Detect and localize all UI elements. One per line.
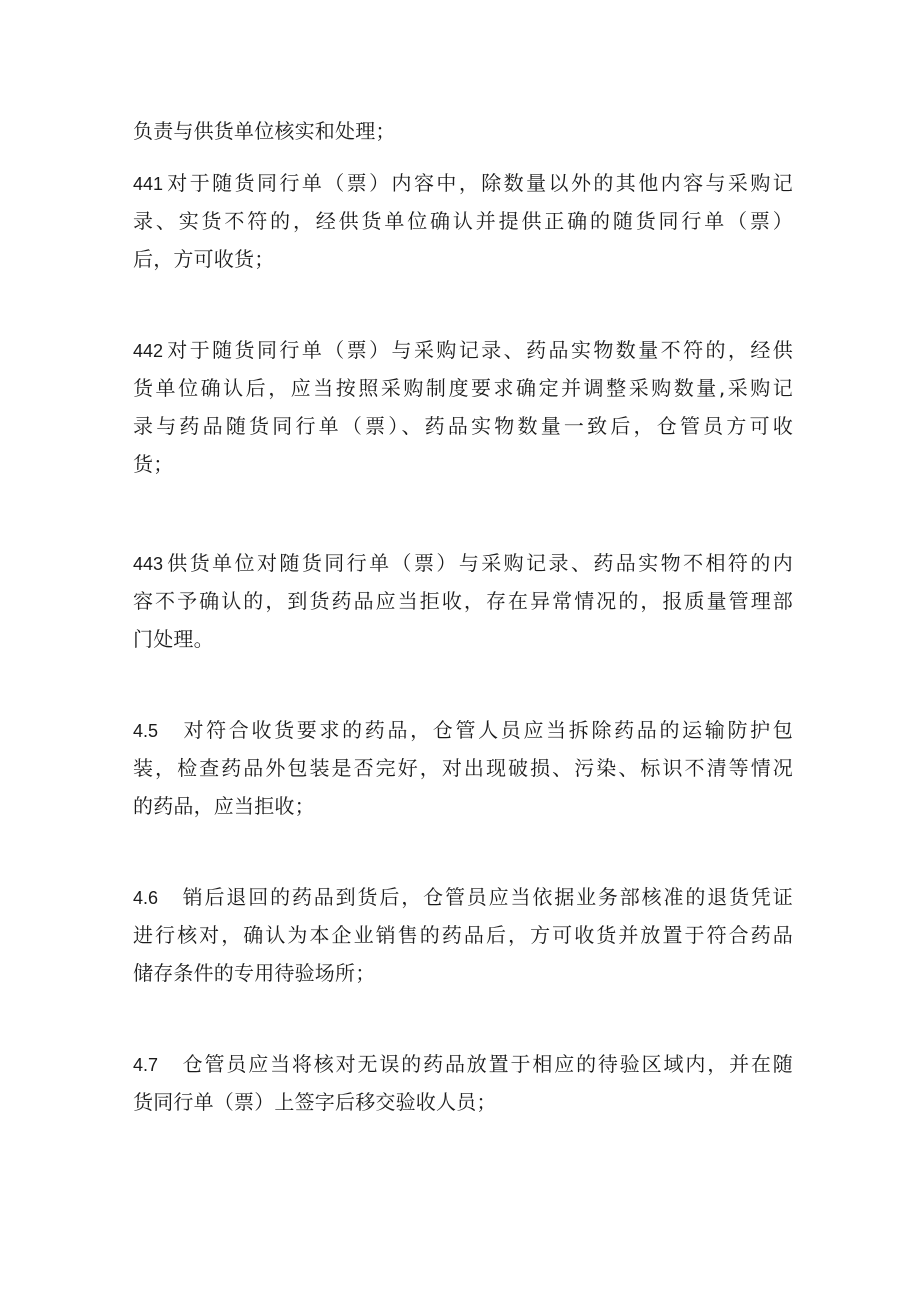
text-line: 货； — [133, 452, 174, 476]
text-line: 门处理。 — [133, 627, 214, 651]
text-segment: 仓管员应当将核对无误的药品放置于相应的待验区域内，并在随 — [181, 1052, 793, 1076]
clause-4-6 — [133, 878, 793, 992]
text-line: 容不予确认的，到货药品应当拒收，存在异常情况的，报质量管理部 — [133, 589, 793, 613]
clause-number: 443 — [133, 554, 164, 574]
clause-443 — [133, 544, 793, 658]
text-line — [133, 878, 793, 916]
text-line: 装，检查药品外包装是否完好，对出现破损、污染、标识不清等情况 — [133, 756, 793, 780]
clause-number: 4.6 — [133, 888, 159, 908]
text-line: 货同行单（票）上签字后移交验收人员； — [133, 1090, 497, 1114]
text-line: 负责与供货单位核实和处理； — [133, 119, 396, 143]
clause-number: 4.5 — [133, 721, 159, 741]
text-line: 后，方可收货； — [133, 247, 275, 271]
text-segment: 对于随货同行单（票）与采购记录、药品实物数量不符的，经供 — [165, 338, 793, 362]
text-segment: 对于随货同行单（票）内容中，除数量以外的其他内容与采购记 — [165, 171, 793, 195]
paragraph-continuation — [133, 112, 793, 150]
text-line — [133, 331, 793, 369]
text-segment: 销后退回的药品到货后，仓管员应当依据业务部核准的退货凭证 — [181, 885, 793, 909]
clause-number: 441 — [133, 174, 164, 194]
text-line: 储存条件的专用待验场所； — [133, 961, 376, 985]
text-line — [133, 544, 793, 582]
text-line — [133, 1045, 793, 1083]
clause-4-7 — [133, 1045, 793, 1121]
text-line — [133, 164, 793, 202]
clause-number: 4.7 — [133, 1055, 159, 1075]
text-segment: 对符合收货要求的药品，仓管人员应当拆除药品的运输防护包 — [181, 718, 793, 742]
text-segment: 供货单位对随货同行单（票）与采购记录、药品实物不相符的内 — [165, 551, 793, 575]
clause-441 — [133, 164, 793, 278]
text-line — [133, 711, 793, 749]
clause-4-5 — [133, 711, 793, 825]
text-line: 货单位确认后，应当按照采购制度要求确定并调整采购数量,采购记 — [133, 376, 793, 400]
clause-442 — [133, 331, 793, 483]
clause-number: 442 — [133, 341, 164, 361]
text-line: 的药品，应当拒收； — [133, 794, 315, 818]
text-line: 录、实货不符的，经供货单位确认并提供正确的随货同行单（票） — [133, 209, 793, 233]
text-line: 进行核对，确认为本企业销售的药品后，方可收货并放置于符合药品 — [133, 923, 793, 947]
text-line: 录与药品随货同行单（票）、药品实物数量一致后，仓管员方可收 — [133, 414, 793, 438]
